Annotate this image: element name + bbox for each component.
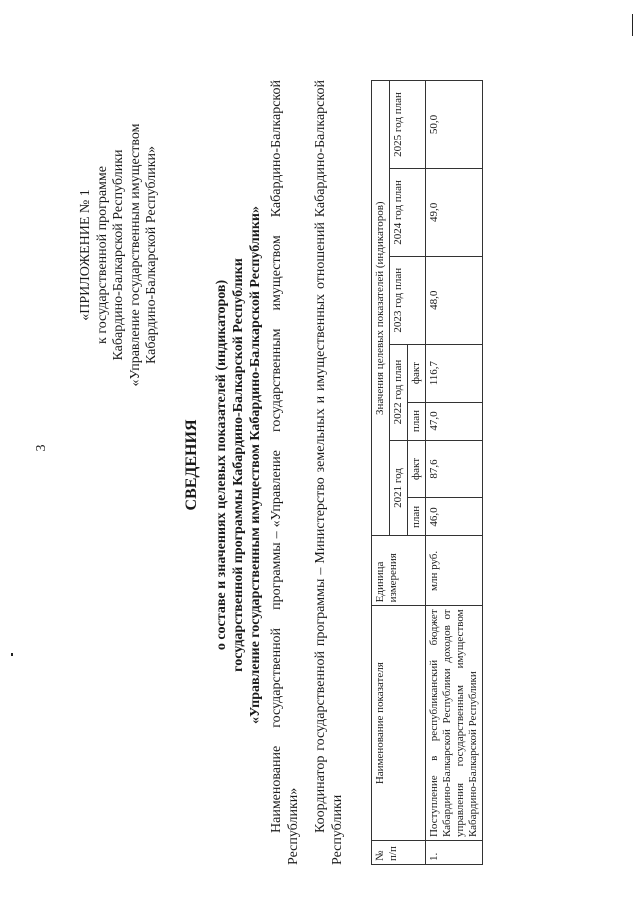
row-2022-fact: 116,7 — [426, 344, 483, 402]
program-coordinator-value: Министерство земельных и имущественных отношений Кабардино-Балкарской Республики — [313, 80, 345, 865]
header-2021: 2021 год — [390, 440, 408, 536]
row-2021-plan: 46,0 — [426, 498, 483, 536]
program-coordinator-dash: – — [313, 567, 328, 575]
header-2025: 2025 год план — [390, 81, 426, 169]
table-row — [426, 81, 483, 865]
row-unit: млн руб. — [426, 536, 483, 606]
header-2021-fact: факт — [408, 440, 426, 498]
appendix-header — [78, 65, 161, 445]
header-2021-plan: план — [408, 498, 426, 536]
row-no: 1. — [426, 841, 483, 865]
appendix-line-2: к государственной программе — [94, 166, 110, 344]
row-2024-plan: 49,0 — [426, 168, 483, 256]
document-heading — [183, 65, 264, 865]
appendix-line-3: Кабардино-Балкарской Республики — [111, 149, 126, 361]
program-coordinator-label: Координатор государственной программы — [313, 578, 328, 833]
document-body — [78, 65, 638, 865]
row-2022-plan: 47,0 — [426, 402, 483, 440]
row-name: Поступление в республиканский бюджет Кабардино-Балкарской Республики доходов от управления государственным имуществом Кабардино-Балкарской Республики — [426, 606, 483, 841]
row-2023-plan: 48,0 — [426, 256, 483, 344]
header-2022-fact: факт — [408, 344, 426, 402]
heading-main: СВЕДЕНИЯ — [183, 419, 200, 511]
appendix-line-4: «Управление государственным имуществом — [127, 123, 143, 387]
header-2022: 2022 год план — [390, 344, 408, 440]
heading-line-3: «Управление государственным имуществом Кабардино-Балкарской Республики» — [248, 206, 263, 724]
scan-margin-dot — [11, 653, 13, 656]
header-2023: 2023 год план — [390, 256, 426, 344]
page-number: 3 — [34, 444, 49, 452]
appendix-line-5: Кабардино-Балкарской Республики» — [144, 146, 159, 364]
program-coordinator-paragraph — [312, 80, 346, 865]
row-2025-plan: 50,0 — [426, 81, 483, 169]
appendix-title: «ПРИЛОЖЕНИЕ № 1 — [78, 189, 93, 321]
header-no: № п/п — [372, 841, 426, 865]
program-name-paragraph — [268, 80, 302, 865]
header-values: Значения целевых показателей (индикаторов) — [372, 81, 390, 536]
row-2021-fact: 87,6 — [426, 440, 483, 498]
header-unit: Единица измерения — [372, 536, 426, 606]
scan-margin-line — [632, 14, 633, 36]
header-name: Наименование показателя — [372, 606, 426, 841]
header-2022-plan: план — [408, 402, 426, 440]
header-2024: 2024 год план — [390, 168, 426, 256]
program-name-value: «Управление государственным имуществом Кабардино-Балкарской Республики» — [269, 80, 301, 865]
program-name-label: Наименование государственной программы — [269, 542, 284, 833]
indicators-table — [371, 80, 483, 865]
heading-line-1: о составе и значениях целевых показателей (индикаторов) — [214, 279, 229, 651]
heading-line-2: государственной программы Кабардино-Балкарской Республики — [231, 258, 246, 672]
table-header-row-1 — [372, 81, 390, 865]
program-name-dash: – — [269, 531, 284, 539]
